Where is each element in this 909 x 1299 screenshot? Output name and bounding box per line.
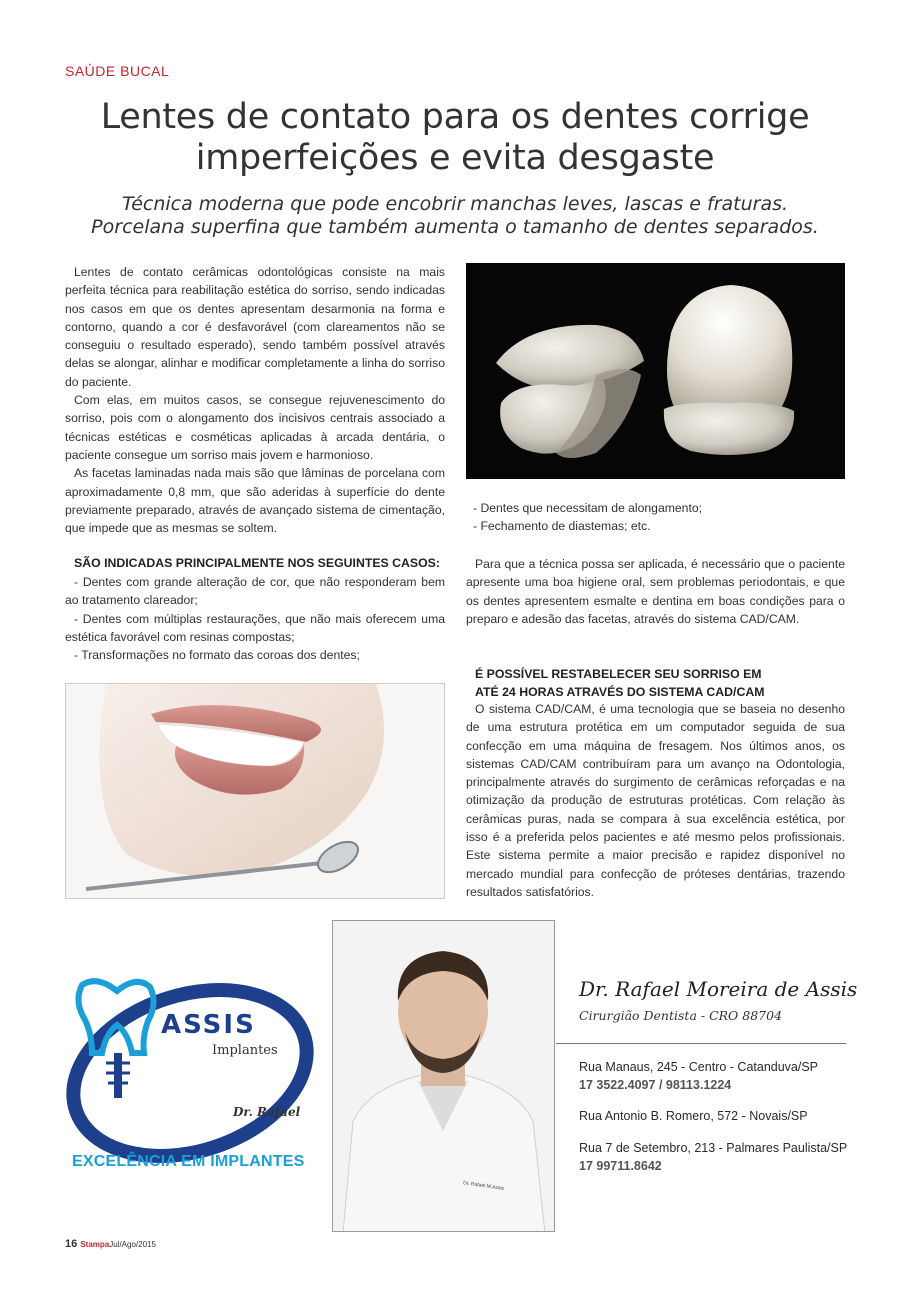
paragraph: As facetas laminadas nada mais são que lâminas de porcelana com aproximadamente 0,8 mm, que são aderidas à superfície do dente previamente preparado, através de avançado sistema de cimentação, que impede que as mesmas se soltem.: [65, 466, 445, 536]
veneers-illustration: [466, 263, 845, 479]
paragraph: Lentes de contato cerâmicas odontológicas consiste na mais perfeita técnica para reabilitação estética do sorriso, sendo indicadas nos casos em que os dentes apresentam desarmonia na forma e contorno, quando a cor é desfavorável (com clareamentos não se conseguiu o resultado esperado), sendo também possível através delas se alongar, alinhar e modificar completamente a linha do sorriso do paciente.: [65, 265, 445, 389]
subtitle-line-2: Porcelana superfina que também aumenta o tamanho de dentes separados.: [91, 216, 819, 238]
right-column-paragraph: [466, 555, 845, 628]
paragraph: O sistema CAD/CAM, é uma tecnologia que se baseia no desenho de uma estrutura protética em um computador seguida de sua confecção em uma máquina de fresagem. Nos últimos anos, os sistemas CAD/CAM contribuíram para um avanço na Odontologia, principalmente através do surgimento de cerâmicas reforçadas e na otimização da produção de estruturas protéticas. Com relação às cerâmicas puras, nada se compara à sua excelência estética, por isso é a preferida pelos pacientes e até mesmo pelos profissionais. Este sistema permite a maior precisão e rapidez disponível no mercado mundial para confecção de próteses dentárias, trazendo resultados satisfatórios.: [466, 702, 845, 899]
cadcam-paragraph: [466, 700, 845, 901]
magazine-name: Stampa: [80, 1240, 110, 1249]
left-column-text: [65, 263, 445, 537]
cadcam-heading: [475, 665, 764, 701]
address-catanduva: Rua Manaus, 245 - Centro - Catanduva/SP: [579, 1060, 819, 1074]
doctor-name: Dr. Rafael Moreira de Assis: [579, 977, 858, 1001]
doctor-role: Cirurgião Dentista - CRO 88704: [579, 1008, 783, 1023]
list-item: - Dentes que necessitam de alongamento;: [473, 501, 702, 515]
subtitle-line-1: Técnica moderna que pode encobrir manchas leves, lascas e fraturas.: [121, 193, 789, 215]
logo-brand: ASSIS: [161, 1010, 256, 1040]
indications-heading: SÃO INDICADAS PRINCIPALMENTE NOS SEGUINTES CASOS:: [74, 556, 440, 570]
indications-list-continued: [473, 499, 853, 536]
cadcam-heading-line-2: ATÉ 24 HORAS ATRAVÉS DO SISTEMA CAD/CAM: [475, 685, 765, 699]
smile-photo: [65, 683, 445, 899]
veneer-base: [664, 403, 794, 455]
issue-date: Jul/Ago/2015: [109, 1240, 156, 1249]
list-item: - Dentes com múltiplas restaurações, que não mais oferecem uma estética favorável com resinas compostas;: [65, 611, 445, 644]
list-item: - Dentes com grande alteração de cor, que não responderam bem ao tratamento clareador;: [65, 575, 445, 608]
assis-implantes-logo: [62, 963, 322, 1168]
page-number: 16: [65, 1238, 78, 1250]
doctor-portrait: [332, 920, 555, 1232]
paragraph: Para que a técnica possa ser aplicada, é necessário que o paciente apresente uma boa higiene oral, sem problemas periodontais, e que os dentes apresentem esmalte e dentina em boas condições para o preparo e adesão das facetas, através do sistema CAD/CAM.: [466, 557, 845, 626]
address-novais: Rua Antonio B. Romero, 572 - Novais/SP: [579, 1109, 808, 1123]
paragraph: Com elas, em muitos casos, se consegue rejuvenescimento do sorriso, pois com o alongamento dos incisivos centrais associado a técnicas estéticas e cosméticas aplicadas à arcada dentária, o paciente consegue um sorriso mais jovem e harmonioso.: [65, 393, 445, 462]
article-subtitle: [60, 193, 850, 239]
implant-screw-icon: [114, 1053, 122, 1098]
indications-list: [65, 573, 445, 664]
address-palmares: Rua 7 de Setembro, 213 - Palmares Paulista/SP: [579, 1141, 848, 1155]
phone-catanduva: 17 3522.4097 / 98113.1224: [579, 1078, 732, 1092]
logo-signature: Dr. Rafael: [233, 1105, 301, 1119]
logo-slogan: EXCELÊNCIA EM IMPLANTES: [72, 1153, 305, 1170]
title-line-1: Lentes de contato para os dentes corrige: [100, 97, 810, 137]
smile-illustration: [66, 684, 445, 899]
section-tag: SAÚDE BUCAL: [65, 63, 170, 79]
veneers-photo: [466, 263, 845, 479]
coat-label: Dr. Rafael M.Assis: [462, 1180, 505, 1192]
list-item: - Fechamento de diastemas; etc.: [473, 519, 651, 534]
divider: [556, 1043, 846, 1044]
list-item: - Transformações no formato das coroas dos dentes;: [74, 648, 360, 663]
phone-palmares: 17 99711.8642: [579, 1159, 662, 1173]
page-footer: [65, 1238, 156, 1250]
article-title: [60, 97, 850, 179]
logo-subtitle: Implantes: [212, 1043, 278, 1058]
title-line-2: imperfeições e evita desgaste: [195, 138, 715, 178]
cadcam-heading-line-1: É POSSÍVEL RESTABELECER SEU SORRISO EM: [475, 667, 762, 681]
